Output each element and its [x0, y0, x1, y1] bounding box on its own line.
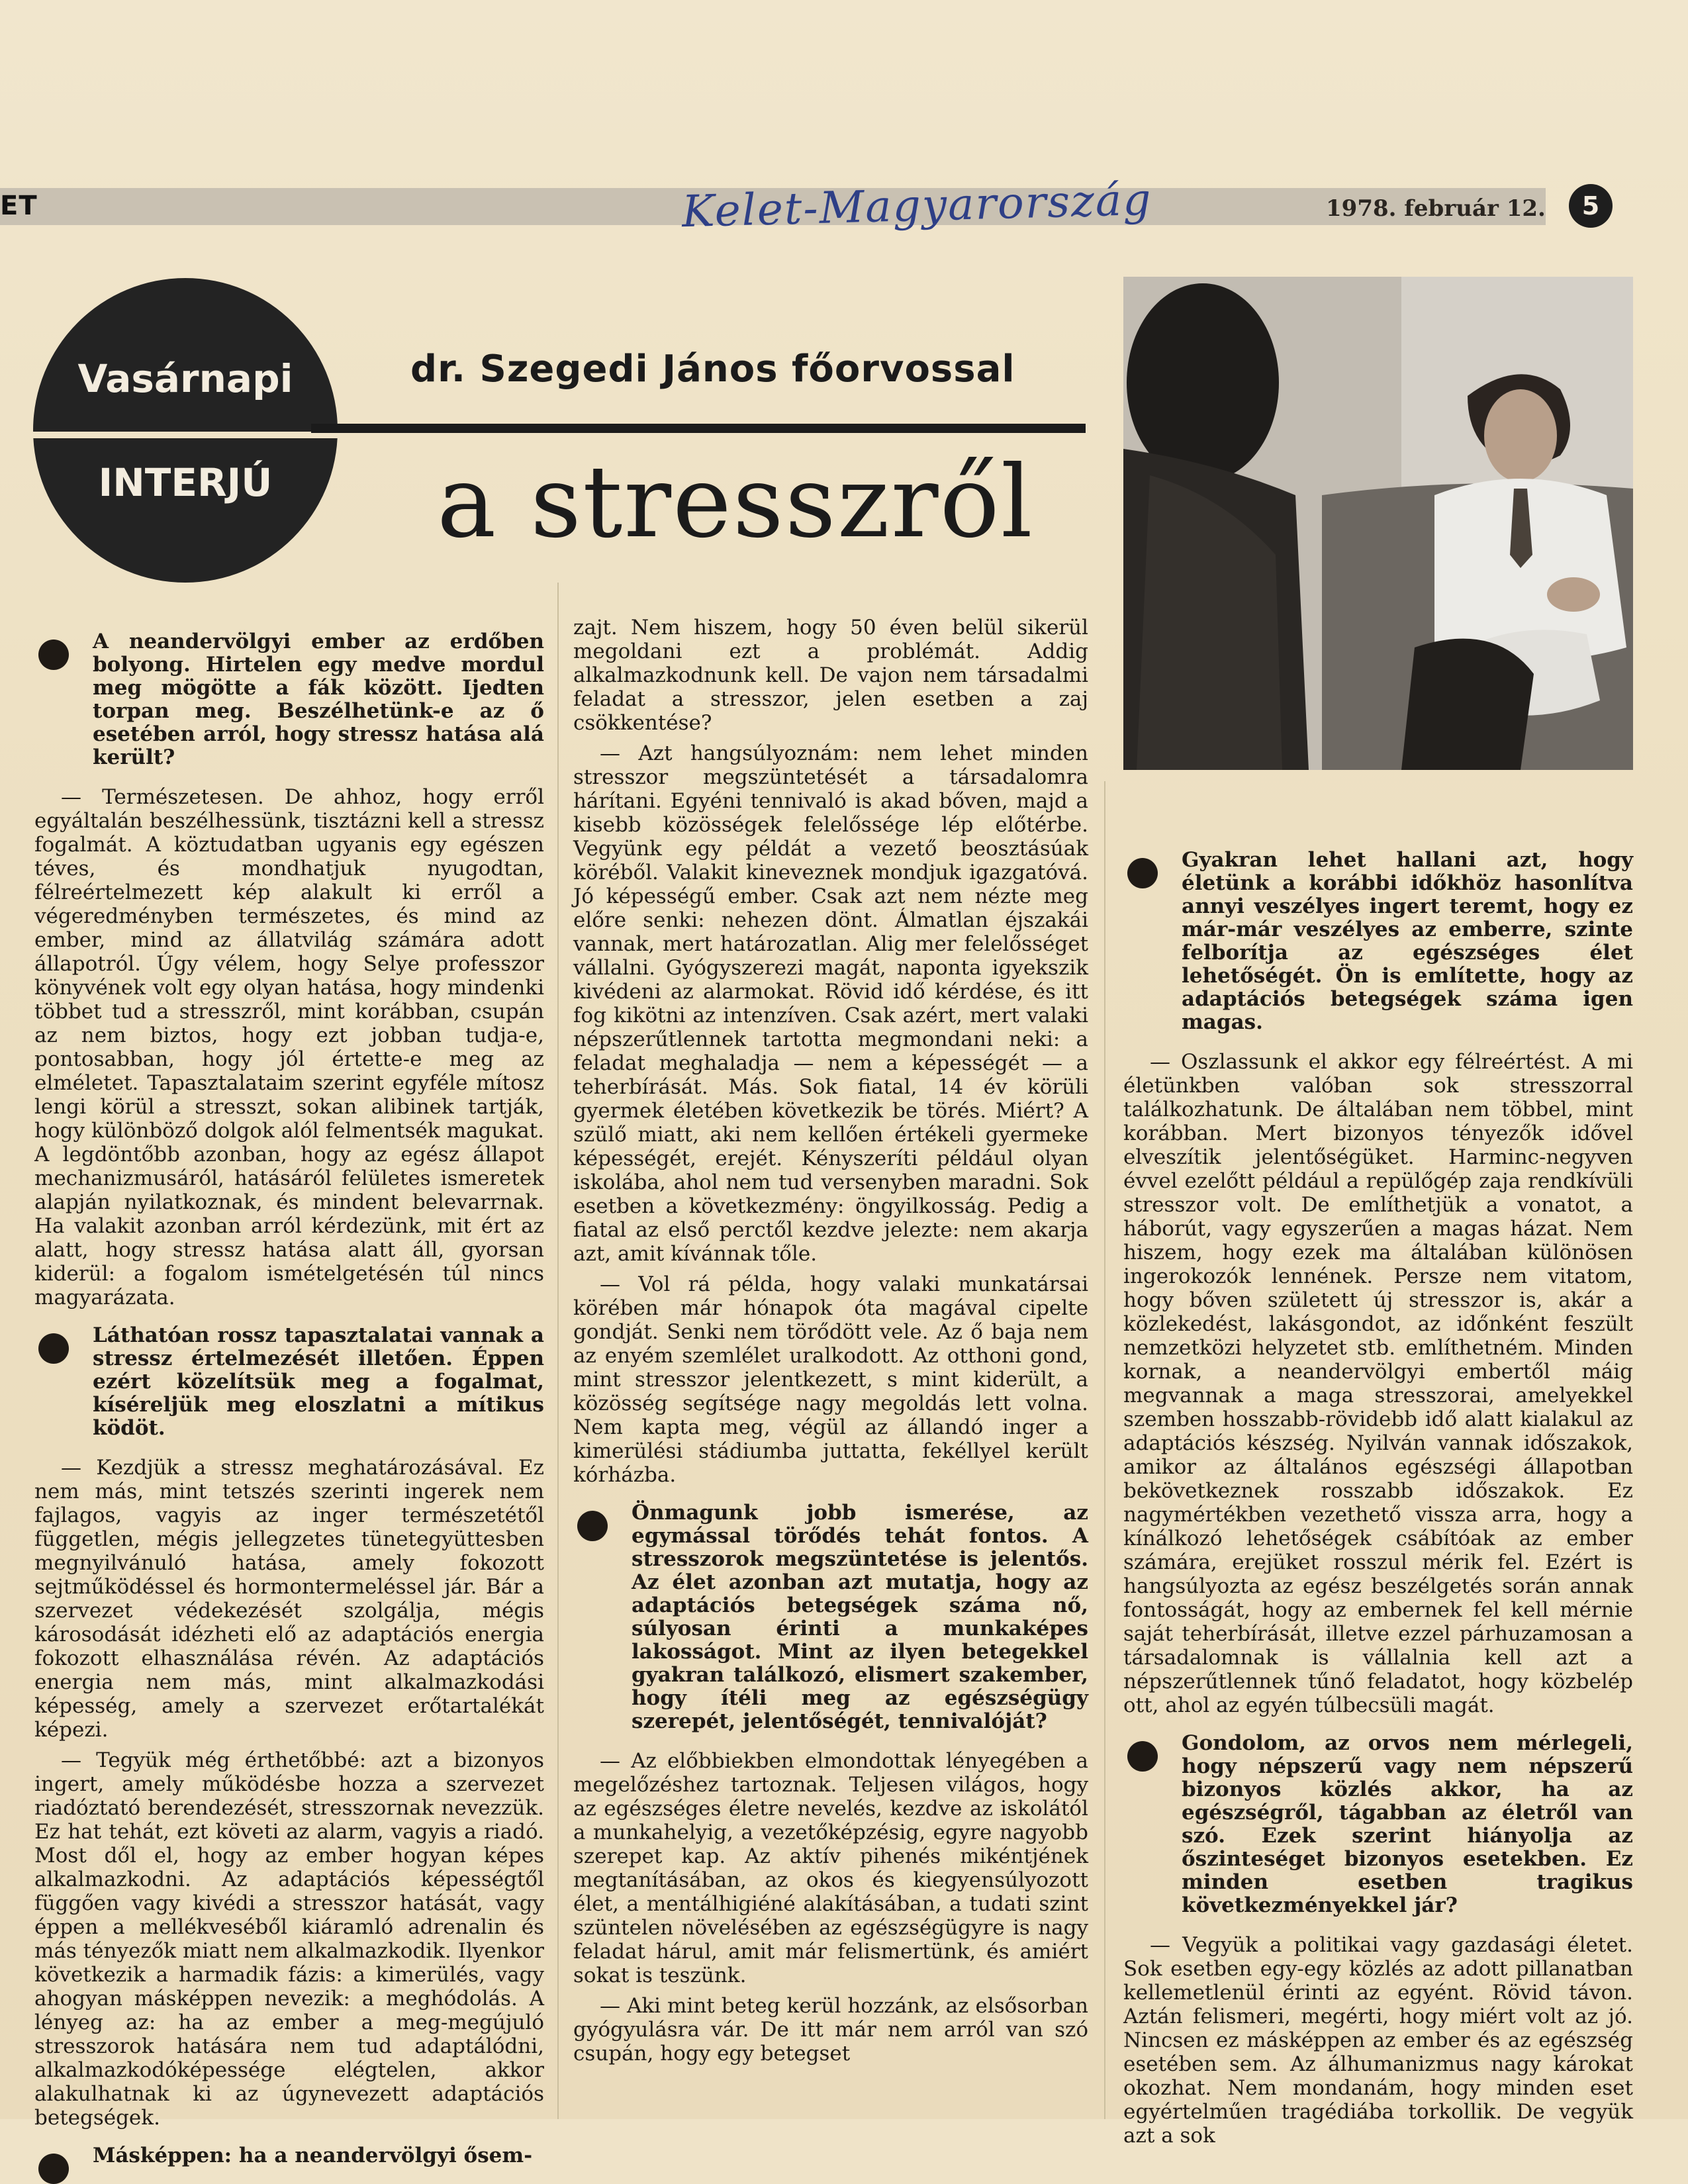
answer-paragraph: — Azt hangsúlyoznám: nem lehet minden stresszor megszüntetését a társadalomra hárítani. Egyéni tennivaló is akad bőven, majd a kisebb közösségek felelőssége lép előtérbe. Vegyünk egy példát a vezető beosztásúak köréből. Valakit kineveznek mondjuk igazgatóvá. Jó képességű ember. Csak azt nem nézte meg előre senki: nehezen dönt. Álmatlan éjszakái vannak, mert határozatlan. Alig mer felelősséget vállalni. Gyógyszerezi magát, naponta igyekszik kivédeni az alarmokat. Rövid idő kérdése, és itt fog kikötni az intenzíven. Csak azért, mert valaki népszerűtlennek tartotta megmondani neki: a feladat meghaladja — nem a képességét — a teherbírását. Más. Sok fiatal, 14 év körüli gyermek életében következik be törés. Miért? A szülő miatt, aki nem kellően értékeli gyermeke képességét, erejét. Kényszeríti például olyan iskolába, ahol nem tud versenyben maradni. Sok esetben a következmény: öngyilkosság. Pedig a fiatal az első perctől kezdve jelezte: nem akarja azt, amit kívánnak tőle. — [573, 741, 1088, 1266]
question-paragraph: A neandervölgyi ember az erdőben bolyong. Hirtelen egy medve mordul meg mögötte a fák között. Ijedten torpan meg. Beszélhetünk-e az ő esetében arról, hogy stressz hatása alá került? — [34, 630, 544, 769]
article-column-1 — [34, 616, 544, 2183]
logo-word-interju: INTERJÚ — [98, 460, 273, 505]
answer-paragraph: zajt. Nem hiszem, hogy 50 éven belül sikerül megoldani ezt a problémát. Addig alkalmazkodnunk kell. De vajon nem társadalmi feladat a stresszor, jelen esetben a zaj csökkentése? — [573, 616, 1088, 735]
answer-paragraph: — Vol rá példa, hogy valaki munkatársai körében már hónapok óta magával cipelte gondját. Senki nem törődött vele. Az ő baja nem az enyém szemlélet uralkodott. Az otthoni gond, mint stresszor jelentkezett, s mint kiderült, a közösség segítsége nagy megoldás lett volna. Nem kapta meg, végül az állandó inger a kimerülési stádiumba juttatta, fekéllyel került kórházba. — [573, 1272, 1088, 1487]
question-paragraph: Gyakran lehet hallani azt, hogy életünk a korábbi időkhöz hasonlítva annyi veszélyes ingert teremt, hogy ez már-már veszélyes az emberre, szinte felborítja az egészséges élet lehetőségét. Ön is említette, hogy az adaptációs betegségek száma igen magas. — [1123, 849, 1633, 1034]
question-paragraph: Önmagunk jobb ismerése, az egymással törődés tehát fontos. A stresszorok megszüntetése is jelentős. Az élet azonban azt mutatja, hogy az adaptációs betegségek száma nő, súlyosan érinti a munkaképes lakosságot. Mint az ilyen betegekkel gyakran találkozó, elismert szakember, hogy ítéli meg az egészségügy szerepét, jelentőségét, tennivalóját? — [573, 1501, 1088, 1733]
article-column-3 — [1123, 834, 1633, 2154]
page-number: 5 — [1569, 184, 1613, 228]
answer-paragraph: — Tegyük még érthetőbbé: azt a bizonyos ingert, amely működésbe hozza a szervezet riadóztató berendezését, stresszornak nevezzük. Ez hat tehát, ezt követi az alarm, vagyis a riadó. Most dől el, hogy az ember hogyan képes alkalmazkodni. Az adaptációs képességtől függően vagy kivédi a stresszor hatását, vagy éppen a mellékveséből kiáramló adrenalin és más tényezők miatt nem alkalmazkodik. Ilyenkor következik a harmadik fázis: a kimerülés, vagy ahogyan másképpen nevezik: a meghódolás. A lényeg az: ha az ember a meg-megújuló stresszorok hatására nem tud adaptálódni, alkalmazkodóképessége elégtelen, akkor alakulhatnak ki az úgynevezett adaptációs betegségek. — [34, 1748, 544, 2130]
title-rule — [311, 424, 1086, 433]
interview-photo — [1123, 277, 1633, 770]
article-headline: a stresszről — [437, 445, 1034, 560]
issue-date: 1978. február 12. — [1326, 195, 1546, 222]
column-divider — [557, 583, 559, 2119]
article-subtitle: dr. Szegedi János főorvossal — [410, 348, 1015, 391]
answer-paragraph: — Vegyük a politikai vagy gazdasági életet. Sok esetben egy-egy közlés az adott pillanatban kellemetlenül érinti az egyént. Rövid távon. Aztán felismeri, megérti, hogy miért volt az jó. Nincsen ez másképpen az ember és az egészség esetében sem. Az álhumanizmus nagy károkat okozhat. Nem mondanám, hogy minden eset egyértelműen tragédiába torkollik. De vegyük azt a sok — [1123, 1933, 1633, 2148]
answer-paragraph: — Aki mint beteg kerül hozzánk, az elsősorban gyógyulásra vár. De itt már nem arról van szó csupán, hogy egy betegset — [573, 1994, 1088, 2065]
photo-illustration — [1123, 277, 1633, 770]
question-paragraph: Másképpen: ha a neandervölgyi ősem- — [34, 2144, 544, 2167]
answer-paragraph: — Természetesen. De ahhoz, hogy erről egyáltalán beszélhessünk, tisztázni kell a stressz fogalmát. A köztudatban ugyanis egy egészen téves, és mondhatjuk nyugodtan, félreértelmezett kép alakult ki erről a végeredményben természetes, és mind az ember, mind az állatvilág számára adott állapotról. Úgy vélem, hogy Selye professzor könyvének volt egy olyan hatása, hogy mindenki többet tud a stresszről, mint korábban, csupán az nem biztos, hogy ezt jobban tudja-e, pontosabban, hogy jól értette-e meg az elméletet. Tapasztalataim szerint egyféle mítosz lengi körül a stresszt, sokan alibinek tartják, hogy különböző dolgok alól felmentsék magukat. A legdöntőbb azonban, hogy az egész állapot mechanizmusáról, hatásáról felületes ismeretek alapján nyilatkoznak, és mindent belevarrnak. Ha valakit azonban arról kérdezünk, mit ért az alatt, hogy stressz hatása alatt áll, gyorsan kiderül: a fogalom ismételgetésén túl nincs magyarázata. — [34, 785, 544, 1309]
answer-paragraph: — Oszlassunk el akkor egy félreértést. A mi életünkben valóban sok stresszorral találkozhatunk. De általában nem többel, mint korábban. Mert bizonyos tényezők idővel elveszítik jelentőségüket. Harminc-negyven évvel ezelőtt például a repülőgép zaja rendkívüli stresszor volt. De említhetjük a vonatot, a háborút, vagy egyszerűen a magas házat. Nem hiszem, hogy ezek ma általában különösen ingerokozók lennének. Persze nem vitatom, hogy bőven született új stresszor is, akár a közlekedést, lakásgondot, az időnként feszült nemzetközi helyzetet stb. említhetném. Minden kornak, a neandervölgyi embertől máig megvannak a maga stresszorai, amelyekkel szemben hosszabb-rövidebb idő alatt kialakul az adaptációs készség. Nyilván vannak időszakok, amikor az általános egészségi állapotban bekövetkeznek rosszabb időszakok. Ez nagymértékben vezethető vissza arra, hogy a kínálkozó lehetőségek csábítóak az ember számára, erejüket rosszul mérik fel. Ezért is hangsúlyozta az egész beszélgetés során annak fontosságát, hogy az embernek fel kell mérnie saját teherbírását, illetve ezzel párhuzamosan a társadalomnak is vállalnia kell azt a népszerűtlennek tűnő feladatot, hogy közbelép ott, ahol az egyén túlbecsüli magát. — [1123, 1050, 1633, 1717]
logo-word-vasarnapi: Vasárnapi — [77, 356, 293, 401]
logo-divider — [33, 432, 338, 438]
answer-paragraph: — Az előbbiekben elmondottak lényegében a megelőzéshez tartoznak. Teljesen világos, hogy az egészséges életre nevelés, kezdve az iskolától a munkahelyig, a vezetőképzésig, egyre nagyobb szerepet kap. Az aktív pihenés mikéntjének megtanításában, az okos és kiegyensúlyozott élet, a mentálhigiéné alakításában, a tudati szint szüntelen növelésében az egészségügyre is nagy feladat hárul, amit már felismertünk, és amiért sokat is teszünk. — [573, 1749, 1088, 1987]
column-divider — [1104, 781, 1105, 2119]
article-column-2 — [573, 616, 1088, 2072]
handwritten-note: Kelet-Magyarország — [681, 173, 1153, 238]
interview-logo — [33, 278, 338, 583]
question-paragraph: Láthatóan rossz tapasztalatai vannak a stressz értelmezését illetően. Éppen ezért közelítsük meg a fogalmat, kíséreljük meg eloszlatni a mítikus ködöt. — [34, 1324, 544, 1440]
question-paragraph: Gondolom, az orvos nem mérlegeli, hogy népszerű vagy nem népszerű bizonyos közlés akkor, ha az egészségről, tágabban az életről van szó. Ezek szerint hiányolja az őszinteséget bizonyos esetekben. Ez minden esetben tragikus következményekkel jár? — [1123, 1732, 1633, 1917]
answer-paragraph: — Kezdjük a stressz meghatározásával. Ez nem más, mint tetszés szerinti ingerek nem fajlagos, vagyis az inger természetétől független, mégis jellegzetes tünetegyüttesben megnyilvánuló hatása, amely fokozott sejtműködéssel és hormontermeléssel jár. Bár a szervezet védekezését szolgálja, mégis károsodását idézheti elő az adaptációs energia fokozott elhasználása révén. Az adaptációs energia nem más, mint alkalmazkodási képesség, amely a szervezet erőtartalékát képezi. — [34, 1456, 544, 1742]
masthead-fragment: ET — [0, 191, 38, 221]
